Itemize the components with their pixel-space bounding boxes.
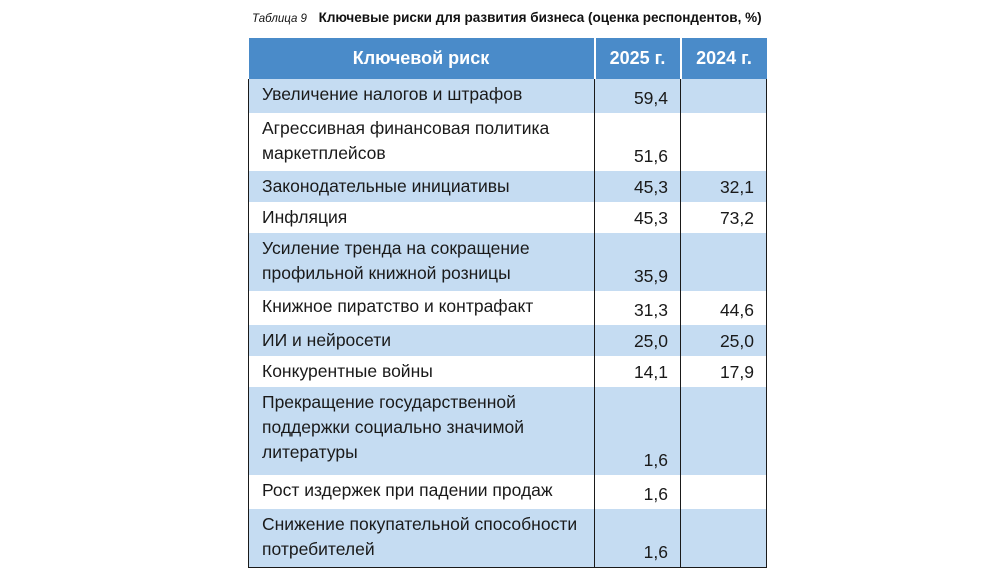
table-row	[249, 171, 767, 202]
table-row	[249, 202, 767, 233]
risk-cell: Конкурентные войны	[249, 356, 595, 387]
risk-cell: Инфляция	[249, 202, 595, 233]
value-2024-cell: 17,9	[681, 356, 767, 387]
table-caption	[252, 10, 812, 25]
risk-cell: Книжное пиратство и контрафакт	[249, 291, 595, 325]
table-row	[249, 387, 767, 475]
value-2025-cell: 35,9	[595, 233, 681, 291]
risk-cell: Прекращение государственной поддержки социально значимой литературы	[249, 387, 595, 475]
table-row	[249, 356, 767, 387]
value-2024-cell: 73,2	[681, 202, 767, 233]
risk-cell: ИИ и нейросети	[249, 325, 595, 356]
value-2024-cell	[681, 79, 767, 113]
value-2025-cell: 14,1	[595, 356, 681, 387]
value-2024-cell	[681, 509, 767, 567]
header-2024: 2024 г.	[681, 38, 767, 79]
risk-cell: Снижение покупательной способности потребителей	[249, 509, 595, 567]
value-2025-cell: 31,3	[595, 291, 681, 325]
table-title: Ключевые риски для развития бизнеса (оценка респондентов, %)	[318, 10, 762, 25]
value-2024-cell: 32,1	[681, 171, 767, 202]
value-2025-cell: 1,6	[595, 387, 681, 475]
value-2025-cell: 45,3	[595, 202, 681, 233]
value-2024-cell	[681, 113, 767, 171]
risk-cell: Увеличение налогов и штрафов	[249, 79, 595, 113]
header-2025: 2025 г.	[595, 38, 681, 79]
value-2025-cell: 45,3	[595, 171, 681, 202]
table-row	[249, 325, 767, 356]
value-2024-cell: 44,6	[681, 291, 767, 325]
risk-table	[248, 38, 767, 568]
value-2025-cell: 1,6	[595, 475, 681, 509]
risk-cell: Усиление тренда на сокращение профильной книжной розницы	[249, 233, 595, 291]
risk-cell: Рост издержек при падении продаж	[249, 475, 595, 509]
table-row	[249, 233, 767, 291]
value-2024-cell	[681, 233, 767, 291]
table-number: Таблица 9	[252, 13, 307, 25]
table-row	[249, 509, 767, 567]
header-risk: Ключевой риск	[249, 38, 595, 79]
value-2025-cell: 51,6	[595, 113, 681, 171]
risk-cell: Законодательные инициативы	[249, 171, 595, 202]
value-2024-cell	[681, 475, 767, 509]
risk-cell: Агрессивная финансовая политика маркетплейсов	[249, 113, 595, 171]
table-row	[249, 79, 767, 113]
table-row	[249, 291, 767, 325]
value-2024-cell: 25,0	[681, 325, 767, 356]
value-2025-cell: 59,4	[595, 79, 681, 113]
table-header-row	[249, 38, 767, 79]
value-2025-cell: 25,0	[595, 325, 681, 356]
table-row	[249, 475, 767, 509]
table-row	[249, 113, 767, 171]
value-2024-cell	[681, 387, 767, 475]
value-2025-cell: 1,6	[595, 509, 681, 567]
